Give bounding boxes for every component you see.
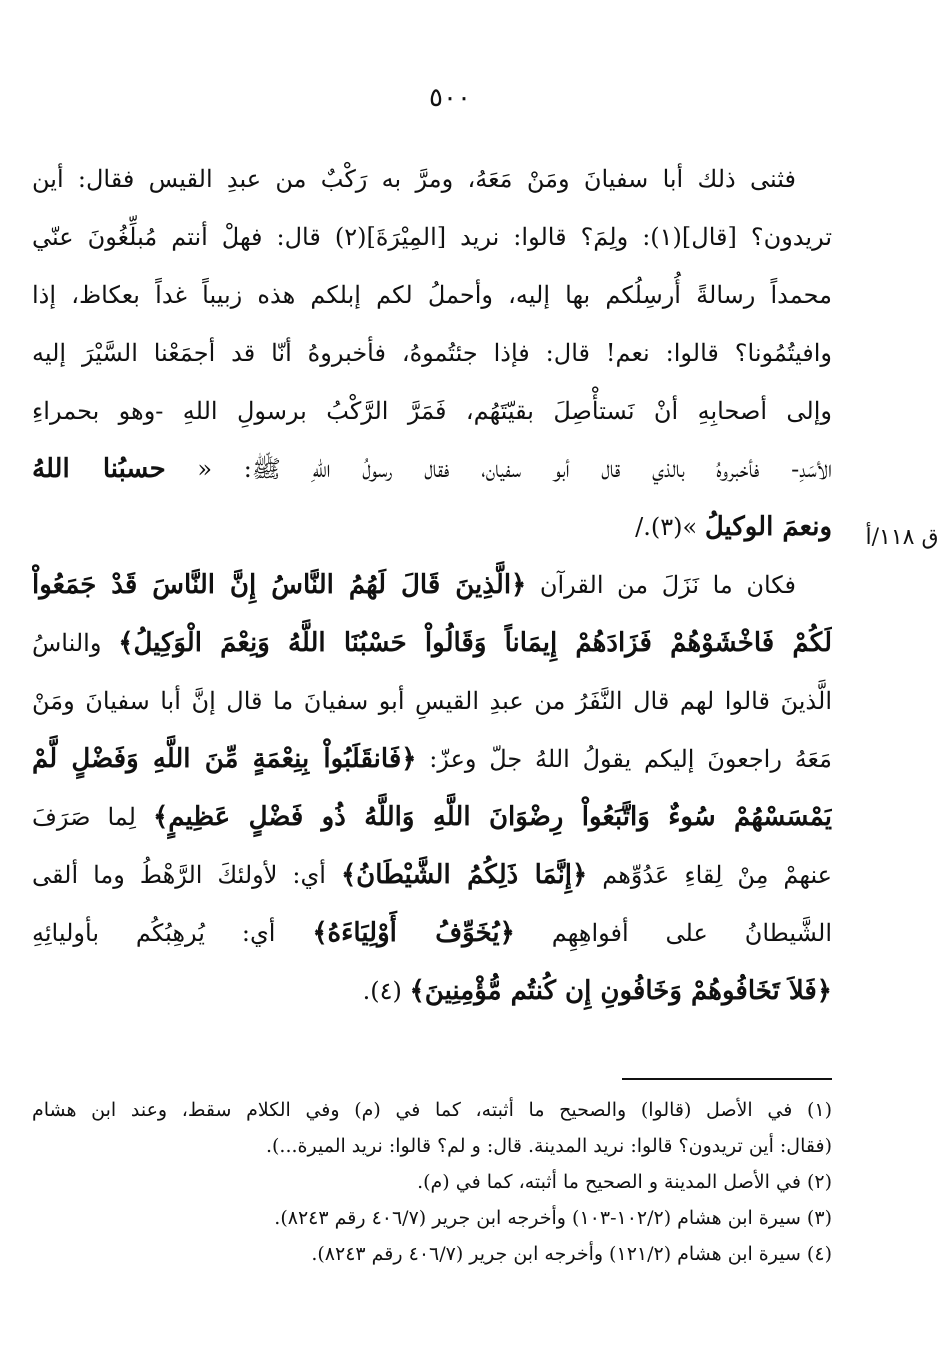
quote-text: حسبُنا اللهُ <box>32 454 166 484</box>
body-line <box>32 846 832 904</box>
page-number: ٥٠٠ <box>429 83 471 113</box>
margin-note: ق ١١٨/أ <box>865 525 939 550</box>
body-line: تريدون؟ [قال](١): ولِمَ؟ قالوا: نريد [المِيْرَةَ](٢) قال: فهلْ أنتم مُبلِّغُونَ عنّي <box>32 223 832 251</box>
footnote-divider <box>622 1078 832 1080</box>
body-line: محمداً رسالةً أُرسِلُكم بها إليه، وأحملُ لكم إبلكم هذه زبيباً غداً بعكاظ، إذا <box>32 281 832 309</box>
quran-verse: ﴿فَانقَلَبُواْ بِنِعْمَةٍ مِّنَ اللَّهِ وَفَضْلٍ لَّمْ <box>32 744 417 774</box>
body-line <box>32 904 832 962</box>
body-text: أي: لأولئكَ الرَّهْطُ وما ألقى <box>32 861 326 889</box>
quran-verse: ﴿إِنَّمَا ذَلِكُمُ الشَّيْطَانُ﴾ <box>340 860 588 890</box>
body-line <box>32 614 832 672</box>
body-line: فثنى ذلك أبا سفيانَ ومَنْ مَعَهُ، ومرَّ به رَكْبٌ من عبدِ القيس فقال: أين <box>32 165 797 193</box>
body-line: وإلى أصحابِهِ أنْ نَستأْصِلَ بقيّتَهُم، فَمَرَّ الرَّكْبُ برسولِ اللهِ -وهو بحمراءِ <box>32 397 832 425</box>
body-text: الشَّيطانُ على أفواهِهِم <box>551 919 832 947</box>
body-line <box>32 962 832 1020</box>
footnotes <box>32 1092 832 1272</box>
quran-verse: ﴿فَلاَ تَخَافُوهُمْ وَخَافُونِ إِن كُنتُم مُّؤْمِنِينَ﴾ <box>409 976 832 1006</box>
quran-verse: يَمْسَسْهُمْ سُوءٌ وَاتَّبَعُواْ رِضْوَانَ اللَّهِ وَاللَّهُ ذُو فَضْلٍ عَظِيمٍ﴾ <box>152 802 832 832</box>
body-text: أي: يُرهِبُكُم بأوليائِهِ <box>32 919 276 947</box>
main-text <box>32 150 832 1020</box>
quran-verse: ﴿الَّذِينَ قَالَ لَهُمُ النَّاسُ إِنَّ النَّاسَ قَدْ جَمَعُواْ <box>32 570 527 600</box>
quote-text: ونعمَ الوكيلُ <box>704 512 832 542</box>
body-line <box>32 788 832 846</box>
footnote-line: (٤) سيرة ابن هشام (١٢١/٢) وأخرجه ابن جرير (٤٠٦/٧ رقم ٨٢٤٣). <box>311 1243 832 1265</box>
footnote-ref: »(٣)./ <box>635 513 698 541</box>
quran-verse: لَكُمْ فَاخْشَوْهُمْ فَزَادَهُمْ إِيمَاناً وَقَالُواْ حَسْبُنَا اللَّهُ وَنِعْمَ الْوَكِيلُ﴾ <box>118 628 832 658</box>
body-line <box>32 498 832 556</box>
body-text: لِما صَرَفَ <box>32 803 136 831</box>
body-text: عنهمْ مِنْ لِقاءِ عَدُوِّهم <box>602 861 832 889</box>
body-line <box>32 730 832 788</box>
footnote-line: (١) في الأصل (قالوا) والصحيح ما أثبته، كما في (م) وفي الكلام سقط، وعند ابن هشام <box>32 1099 832 1121</box>
body-text: والناسُ <box>32 629 102 657</box>
body-text: مَعَهُ راجعونَ إليكم يقولُ اللهُ جلّ وعزّ: <box>429 745 832 773</box>
body-line: الَّذينَ قالوا لهم قال النَّفَرُ من عبدِ القيسِ أبو سفيانَ ما قال إنَّ أبا سفيانَ ومَنْ <box>32 687 832 715</box>
body-line <box>32 556 832 614</box>
footnote-ref: (٤). <box>362 977 402 1005</box>
footnote-line: (٣) سيرة ابن هشام (١٠٢/٢-١٠٣) وأخرجه ابن جرير (٤٠٦/٧ رقم ٨٢٤٣). <box>274 1207 832 1229</box>
footnote-line: (٢) في الأصل المدينة و الصحيح ما أثبته، كما في (م). <box>417 1171 832 1193</box>
body-text: الأسَدِ- فأخبروهُ بالذي قال أبو سفيان، فقال رسولُ اللهِ ﷺ: « <box>197 455 832 483</box>
body-text: فكان ما نَزَلَ من القرآن <box>539 571 796 599</box>
body-line: وافيتُمُونا؟ قالوا: نعم! قال: فإذا جئتُموهُ، فأخبروهُ أنّا قد أجمَعْنا السَّيْرَ إليه <box>32 339 832 367</box>
body-line <box>32 440 832 498</box>
footnote-line: (فقال: أين تريدون؟ قالوا: نريد المدينة. قال: و لم؟ قالوا: نريد الميرة...). <box>265 1135 832 1157</box>
quran-verse: ﴿يُخَوِّفُ أَوْلِيَاءَهُ﴾ <box>312 918 515 948</box>
